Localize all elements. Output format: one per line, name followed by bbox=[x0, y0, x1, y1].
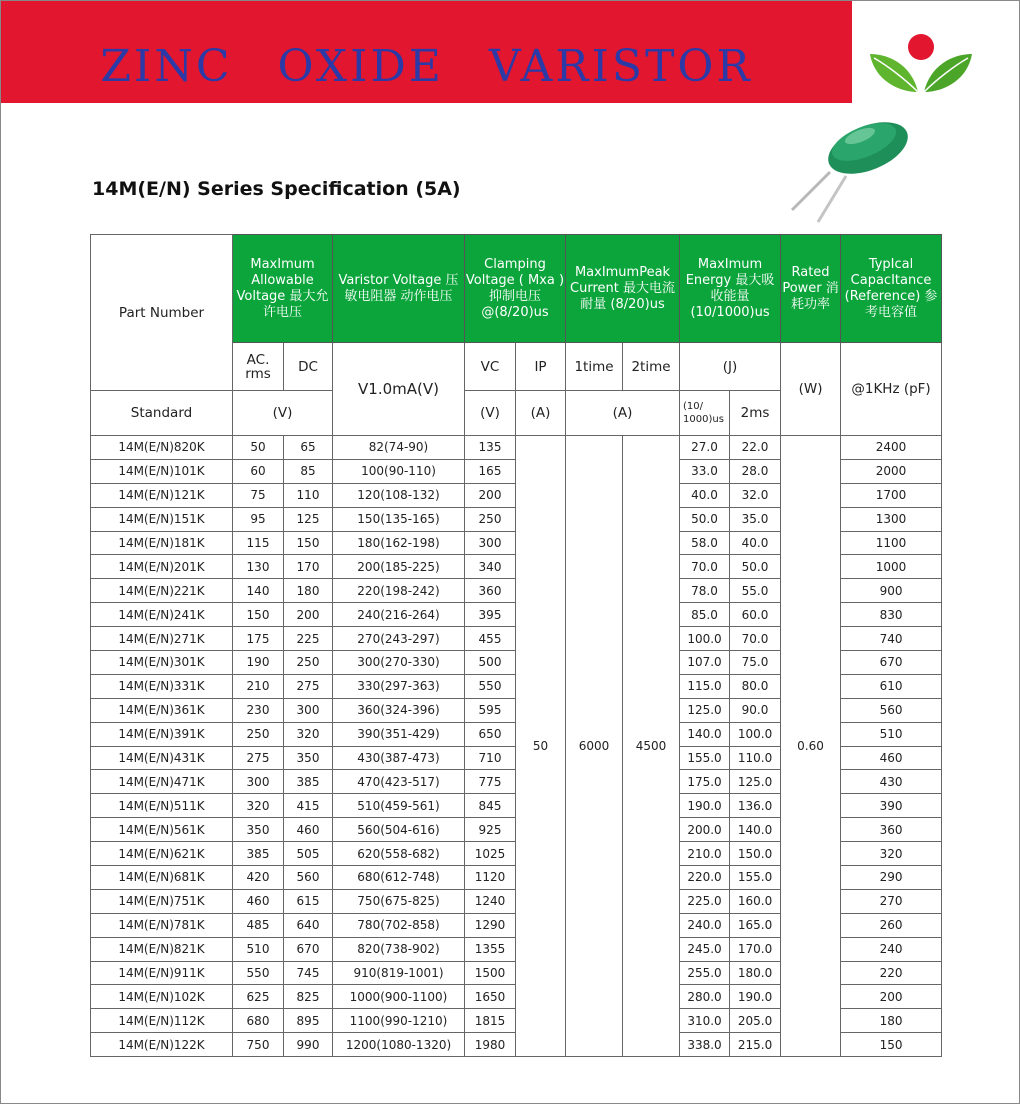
varistor-voltage-cell: 1200(1080-1320) bbox=[333, 1033, 465, 1057]
vc-cell: 250 bbox=[465, 507, 516, 531]
varistor-voltage-cell: 120(108-132) bbox=[333, 483, 465, 507]
varistor-voltage-cell: 780(702-858) bbox=[333, 913, 465, 937]
dc-cell: 990 bbox=[284, 1033, 333, 1057]
ac-rms-cell: 75 bbox=[233, 483, 284, 507]
header-standard: Standard bbox=[91, 391, 233, 436]
varistor-voltage-cell: 390(351-429) bbox=[333, 722, 465, 746]
energy-10-1000-cell: 40.0 bbox=[680, 483, 730, 507]
header-rated-power: Rated Power 消耗功率 bbox=[781, 235, 841, 343]
capacitance-cell: 1700 bbox=[841, 483, 942, 507]
varistor-voltage-cell: 1000(900-1100) bbox=[333, 985, 465, 1009]
header-unit-v: (V) bbox=[233, 391, 333, 436]
ac-rms-cell: 485 bbox=[233, 913, 284, 937]
varistor-voltage-cell: 360(324-396) bbox=[333, 698, 465, 722]
ac-rms-cell: 300 bbox=[233, 770, 284, 794]
part-number-cell: 14M(E/N)751K bbox=[91, 889, 233, 913]
energy-2ms-cell: 150.0 bbox=[730, 842, 781, 866]
header-energy-2ms: 2ms bbox=[730, 391, 781, 436]
leaf-logo-icon bbox=[866, 30, 976, 100]
header-varistor-voltage: Varistor Voltage 压敏电阻器 动作电压 bbox=[333, 235, 465, 343]
spec-table bbox=[90, 234, 942, 1057]
ac-rms-cell: 275 bbox=[233, 746, 284, 770]
capacitance-cell: 830 bbox=[841, 603, 942, 627]
varistor-voltage-cell: 470(423-517) bbox=[333, 770, 465, 794]
dc-cell: 65 bbox=[284, 436, 333, 460]
varistor-voltage-cell: 200(185-225) bbox=[333, 555, 465, 579]
ac-rms-cell: 625 bbox=[233, 985, 284, 1009]
vc-cell: 650 bbox=[465, 722, 516, 746]
capacitance-cell: 290 bbox=[841, 866, 942, 890]
dc-cell: 300 bbox=[284, 698, 333, 722]
part-number-cell: 14M(E/N)271K bbox=[91, 627, 233, 651]
part-number-cell: 14M(E/N)201K bbox=[91, 555, 233, 579]
header-ip: IP bbox=[516, 343, 566, 391]
capacitance-cell: 1300 bbox=[841, 507, 942, 531]
capacitance-cell: 1100 bbox=[841, 531, 942, 555]
energy-2ms-cell: 60.0 bbox=[730, 603, 781, 627]
energy-10-1000-cell: 115.0 bbox=[680, 674, 730, 698]
energy-2ms-cell: 205.0 bbox=[730, 1009, 781, 1033]
vc-cell: 1240 bbox=[465, 889, 516, 913]
dc-cell: 745 bbox=[284, 961, 333, 985]
energy-10-1000-cell: 107.0 bbox=[680, 651, 730, 675]
part-number-cell: 14M(E/N)301K bbox=[91, 651, 233, 675]
header-unit-vc: (V) bbox=[465, 391, 516, 436]
energy-10-1000-cell: 210.0 bbox=[680, 842, 730, 866]
varistor-voltage-cell: 620(558-682) bbox=[333, 842, 465, 866]
vc-cell: 925 bbox=[465, 818, 516, 842]
energy-2ms-cell: 165.0 bbox=[730, 913, 781, 937]
vc-cell: 1120 bbox=[465, 866, 516, 890]
capacitance-cell: 180 bbox=[841, 1009, 942, 1033]
dc-cell: 560 bbox=[284, 866, 333, 890]
energy-10-1000-cell: 225.0 bbox=[680, 889, 730, 913]
energy-10-1000-cell: 78.0 bbox=[680, 579, 730, 603]
dc-cell: 385 bbox=[284, 770, 333, 794]
energy-2ms-cell: 190.0 bbox=[730, 985, 781, 1009]
varistor-image bbox=[780, 112, 920, 227]
header-khz: @1KHz (pF) bbox=[841, 343, 942, 436]
vc-cell: 1290 bbox=[465, 913, 516, 937]
energy-10-1000-cell: 245.0 bbox=[680, 937, 730, 961]
ac-rms-cell: 190 bbox=[233, 651, 284, 675]
header-1time: 1time bbox=[566, 343, 623, 391]
dc-cell: 275 bbox=[284, 674, 333, 698]
vc-cell: 845 bbox=[465, 794, 516, 818]
energy-10-1000-cell: 125.0 bbox=[680, 698, 730, 722]
energy-10-1000-cell: 255.0 bbox=[680, 961, 730, 985]
dc-cell: 110 bbox=[284, 483, 333, 507]
vc-cell: 550 bbox=[465, 674, 516, 698]
part-number-cell: 14M(E/N)621K bbox=[91, 842, 233, 866]
ac-rms-cell: 60 bbox=[233, 459, 284, 483]
varistor-voltage-cell: 100(90-110) bbox=[333, 459, 465, 483]
dc-cell: 250 bbox=[284, 651, 333, 675]
vc-cell: 500 bbox=[465, 651, 516, 675]
energy-10-1000-cell: 33.0 bbox=[680, 459, 730, 483]
capacitance-cell: 220 bbox=[841, 961, 942, 985]
header-ac-rms: AC. rms bbox=[233, 343, 284, 391]
energy-10-1000-cell: 338.0 bbox=[680, 1033, 730, 1057]
part-number-cell: 14M(E/N)122K bbox=[91, 1033, 233, 1057]
header-joule: (J) bbox=[680, 343, 781, 391]
varistor-voltage-cell: 82(74-90) bbox=[333, 436, 465, 460]
ac-rms-cell: 115 bbox=[233, 531, 284, 555]
part-number-cell: 14M(E/N)820K bbox=[91, 436, 233, 460]
varistor-voltage-cell: 1100(990-1210) bbox=[333, 1009, 465, 1033]
header-max-voltage: MaxImum Allowable Voltage 最大允许电压 bbox=[233, 235, 333, 343]
ac-rms-cell: 680 bbox=[233, 1009, 284, 1033]
dc-cell: 200 bbox=[284, 603, 333, 627]
ac-rms-cell: 750 bbox=[233, 1033, 284, 1057]
peak-current-2time-cell: 4500 bbox=[623, 436, 680, 1057]
energy-10-1000-cell: 100.0 bbox=[680, 627, 730, 651]
energy-2ms-cell: 22.0 bbox=[730, 436, 781, 460]
dc-cell: 460 bbox=[284, 818, 333, 842]
vc-cell: 775 bbox=[465, 770, 516, 794]
ac-rms-cell: 140 bbox=[233, 579, 284, 603]
vc-cell: 300 bbox=[465, 531, 516, 555]
energy-10-1000-cell: 200.0 bbox=[680, 818, 730, 842]
header-dc: DC bbox=[284, 343, 333, 391]
energy-2ms-cell: 140.0 bbox=[730, 818, 781, 842]
varistor-voltage-cell: 300(270-330) bbox=[333, 651, 465, 675]
varistor-voltage-cell: 680(612-748) bbox=[333, 866, 465, 890]
title-banner bbox=[1, 1, 852, 103]
rated-power-cell: 0.60 bbox=[781, 436, 841, 1057]
vc-cell: 1815 bbox=[465, 1009, 516, 1033]
capacitance-cell: 2400 bbox=[841, 436, 942, 460]
part-number-cell: 14M(E/N)121K bbox=[91, 483, 233, 507]
header-capacitance: TypIcal CapacItance (Reference) 参考电容值 bbox=[841, 235, 942, 343]
dc-cell: 170 bbox=[284, 555, 333, 579]
dc-cell: 615 bbox=[284, 889, 333, 913]
part-number-cell: 14M(E/N)391K bbox=[91, 722, 233, 746]
part-number-cell: 14M(E/N)511K bbox=[91, 794, 233, 818]
capacitance-cell: 670 bbox=[841, 651, 942, 675]
ac-rms-cell: 150 bbox=[233, 603, 284, 627]
capacitance-cell: 460 bbox=[841, 746, 942, 770]
ac-rms-cell: 95 bbox=[233, 507, 284, 531]
part-number-cell: 14M(E/N)431K bbox=[91, 746, 233, 770]
capacitance-cell: 510 bbox=[841, 722, 942, 746]
capacitance-cell: 560 bbox=[841, 698, 942, 722]
table-row bbox=[91, 436, 942, 460]
varistor-voltage-cell: 430(387-473) bbox=[333, 746, 465, 770]
dc-cell: 150 bbox=[284, 531, 333, 555]
vc-cell: 1980 bbox=[465, 1033, 516, 1057]
vc-cell: 1025 bbox=[465, 842, 516, 866]
varistor-voltage-cell: 910(819-1001) bbox=[333, 961, 465, 985]
ac-rms-cell: 460 bbox=[233, 889, 284, 913]
header-watt: (W) bbox=[781, 343, 841, 436]
part-number-cell: 14M(E/N)911K bbox=[91, 961, 233, 985]
varistor-voltage-cell: 220(198-242) bbox=[333, 579, 465, 603]
ac-rms-cell: 385 bbox=[233, 842, 284, 866]
dc-cell: 225 bbox=[284, 627, 333, 651]
energy-2ms-cell: 90.0 bbox=[730, 698, 781, 722]
varistor-voltage-cell: 750(675-825) bbox=[333, 889, 465, 913]
energy-2ms-cell: 32.0 bbox=[730, 483, 781, 507]
energy-2ms-cell: 75.0 bbox=[730, 651, 781, 675]
peak-current-1time-cell: 6000 bbox=[566, 436, 623, 1057]
capacitance-cell: 270 bbox=[841, 889, 942, 913]
capacitance-cell: 390 bbox=[841, 794, 942, 818]
dc-cell: 505 bbox=[284, 842, 333, 866]
vc-cell: 135 bbox=[465, 436, 516, 460]
part-number-cell: 14M(E/N)181K bbox=[91, 531, 233, 555]
energy-10-1000-cell: 310.0 bbox=[680, 1009, 730, 1033]
ac-rms-cell: 350 bbox=[233, 818, 284, 842]
energy-10-1000-cell: 140.0 bbox=[680, 722, 730, 746]
varistor-voltage-cell: 180(162-198) bbox=[333, 531, 465, 555]
energy-2ms-cell: 125.0 bbox=[730, 770, 781, 794]
energy-10-1000-cell: 175.0 bbox=[680, 770, 730, 794]
vc-cell: 200 bbox=[465, 483, 516, 507]
energy-10-1000-cell: 190.0 bbox=[680, 794, 730, 818]
part-number-cell: 14M(E/N)101K bbox=[91, 459, 233, 483]
ac-rms-cell: 175 bbox=[233, 627, 284, 651]
vc-cell: 340 bbox=[465, 555, 516, 579]
vc-cell: 360 bbox=[465, 579, 516, 603]
dc-cell: 825 bbox=[284, 985, 333, 1009]
varistor-voltage-cell: 270(243-297) bbox=[333, 627, 465, 651]
vc-cell: 1650 bbox=[465, 985, 516, 1009]
ac-rms-cell: 320 bbox=[233, 794, 284, 818]
capacitance-cell: 1000 bbox=[841, 555, 942, 579]
varistor-voltage-cell: 510(459-561) bbox=[333, 794, 465, 818]
part-number-cell: 14M(E/N)221K bbox=[91, 579, 233, 603]
capacitance-cell: 740 bbox=[841, 627, 942, 651]
energy-2ms-cell: 155.0 bbox=[730, 866, 781, 890]
header-part-number: Part Number bbox=[91, 235, 233, 391]
energy-10-1000-cell: 240.0 bbox=[680, 913, 730, 937]
energy-2ms-cell: 136.0 bbox=[730, 794, 781, 818]
banner-title: ZINC OXIDE VARISTOR bbox=[100, 41, 753, 92]
ac-rms-cell: 510 bbox=[233, 937, 284, 961]
energy-10-1000-cell: 155.0 bbox=[680, 746, 730, 770]
part-number-cell: 14M(E/N)361K bbox=[91, 698, 233, 722]
ac-rms-cell: 550 bbox=[233, 961, 284, 985]
energy-2ms-cell: 215.0 bbox=[730, 1033, 781, 1057]
energy-2ms-cell: 40.0 bbox=[730, 531, 781, 555]
dc-cell: 85 bbox=[284, 459, 333, 483]
part-number-cell: 14M(E/N)241K bbox=[91, 603, 233, 627]
capacitance-cell: 200 bbox=[841, 985, 942, 1009]
dc-cell: 320 bbox=[284, 722, 333, 746]
energy-10-1000-cell: 27.0 bbox=[680, 436, 730, 460]
dc-cell: 895 bbox=[284, 1009, 333, 1033]
ac-rms-cell: 230 bbox=[233, 698, 284, 722]
varistor-voltage-cell: 330(297-363) bbox=[333, 674, 465, 698]
capacitance-cell: 320 bbox=[841, 842, 942, 866]
dc-cell: 125 bbox=[284, 507, 333, 531]
varistor-voltage-cell: 560(504-616) bbox=[333, 818, 465, 842]
ac-rms-cell: 210 bbox=[233, 674, 284, 698]
dc-cell: 670 bbox=[284, 937, 333, 961]
dc-cell: 640 bbox=[284, 913, 333, 937]
vc-cell: 1355 bbox=[465, 937, 516, 961]
energy-2ms-cell: 100.0 bbox=[730, 722, 781, 746]
ac-rms-cell: 420 bbox=[233, 866, 284, 890]
energy-10-1000-cell: 280.0 bbox=[680, 985, 730, 1009]
part-number-cell: 14M(E/N)821K bbox=[91, 937, 233, 961]
energy-2ms-cell: 50.0 bbox=[730, 555, 781, 579]
part-number-cell: 14M(E/N)781K bbox=[91, 913, 233, 937]
dc-cell: 180 bbox=[284, 579, 333, 603]
energy-10-1000-cell: 220.0 bbox=[680, 866, 730, 890]
header-energy-10-1000: (10/ 1000)us bbox=[680, 391, 730, 436]
vc-cell: 595 bbox=[465, 698, 516, 722]
header-peak-current: MaxImumPeak Current 最大电流耐量 (8/20)us bbox=[566, 235, 680, 343]
vc-cell: 710 bbox=[465, 746, 516, 770]
header-unit-current: (A) bbox=[566, 391, 680, 436]
energy-2ms-cell: 110.0 bbox=[730, 746, 781, 770]
capacitance-cell: 430 bbox=[841, 770, 942, 794]
energy-2ms-cell: 180.0 bbox=[730, 961, 781, 985]
energy-2ms-cell: 55.0 bbox=[730, 579, 781, 603]
varistor-voltage-cell: 820(738-902) bbox=[333, 937, 465, 961]
vc-cell: 455 bbox=[465, 627, 516, 651]
energy-10-1000-cell: 50.0 bbox=[680, 507, 730, 531]
ac-rms-cell: 130 bbox=[233, 555, 284, 579]
vc-cell: 1500 bbox=[465, 961, 516, 985]
capacitance-cell: 610 bbox=[841, 674, 942, 698]
part-number-cell: 14M(E/N)561K bbox=[91, 818, 233, 842]
part-number-cell: 14M(E/N)331K bbox=[91, 674, 233, 698]
energy-10-1000-cell: 85.0 bbox=[680, 603, 730, 627]
dc-cell: 415 bbox=[284, 794, 333, 818]
section-title: 14M(E/N) Series Specification (5A) bbox=[92, 178, 461, 200]
part-number-cell: 14M(E/N)112K bbox=[91, 1009, 233, 1033]
vc-cell: 395 bbox=[465, 603, 516, 627]
energy-10-1000-cell: 70.0 bbox=[680, 555, 730, 579]
header-2time: 2time bbox=[623, 343, 680, 391]
capacitance-cell: 2000 bbox=[841, 459, 942, 483]
energy-2ms-cell: 28.0 bbox=[730, 459, 781, 483]
capacitance-cell: 260 bbox=[841, 913, 942, 937]
vc-cell: 165 bbox=[465, 459, 516, 483]
energy-2ms-cell: 80.0 bbox=[730, 674, 781, 698]
capacitance-cell: 240 bbox=[841, 937, 942, 961]
header-unit-ip: (A) bbox=[516, 391, 566, 436]
part-number-cell: 14M(E/N)681K bbox=[91, 866, 233, 890]
ac-rms-cell: 250 bbox=[233, 722, 284, 746]
energy-2ms-cell: 70.0 bbox=[730, 627, 781, 651]
energy-2ms-cell: 35.0 bbox=[730, 507, 781, 531]
header-clamping-voltage: Clamping Voltage ( Mxa ) 抑制电压 @(8/20)us bbox=[465, 235, 566, 343]
varistor-voltage-cell: 240(216-264) bbox=[333, 603, 465, 627]
capacitance-cell: 150 bbox=[841, 1033, 942, 1057]
part-number-cell: 14M(E/N)102K bbox=[91, 985, 233, 1009]
energy-2ms-cell: 170.0 bbox=[730, 937, 781, 961]
part-number-cell: 14M(E/N)151K bbox=[91, 507, 233, 531]
part-number-cell: 14M(E/N)471K bbox=[91, 770, 233, 794]
header-vc: VC bbox=[465, 343, 516, 391]
header-v1ma: V1.0mA(V) bbox=[333, 343, 465, 436]
capacitance-cell: 360 bbox=[841, 818, 942, 842]
dc-cell: 350 bbox=[284, 746, 333, 770]
ip-cell: 50 bbox=[516, 436, 566, 1057]
energy-2ms-cell: 160.0 bbox=[730, 889, 781, 913]
varistor-voltage-cell: 150(135-165) bbox=[333, 507, 465, 531]
energy-10-1000-cell: 58.0 bbox=[680, 531, 730, 555]
header-max-energy: MaxImum Energy 最大吸收能量 (10/1000)us bbox=[680, 235, 781, 343]
capacitance-cell: 900 bbox=[841, 579, 942, 603]
ac-rms-cell: 50 bbox=[233, 436, 284, 460]
